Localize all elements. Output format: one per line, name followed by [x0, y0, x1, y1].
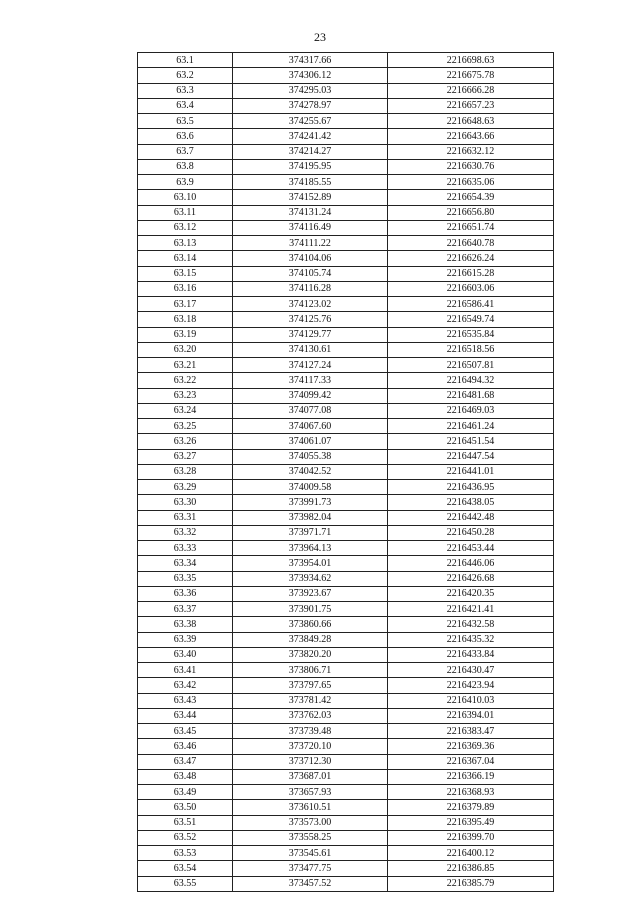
point-id-cell: 63.2	[138, 68, 233, 83]
table-row	[138, 297, 554, 312]
y-coordinate-cell: 2216469.03	[388, 403, 554, 418]
table-row	[138, 617, 554, 632]
point-id-cell: 63.15	[138, 266, 233, 281]
point-id-cell: 63.8	[138, 159, 233, 174]
x-coordinate-cell: 374067.60	[233, 419, 388, 434]
table-row	[138, 800, 554, 815]
y-coordinate-cell: 2216379.89	[388, 800, 554, 815]
point-id-cell: 63.5	[138, 114, 233, 129]
table-row	[138, 98, 554, 113]
y-coordinate-cell: 2216657.23	[388, 98, 554, 113]
table-row	[138, 846, 554, 861]
x-coordinate-cell: 373558.25	[233, 830, 388, 845]
x-coordinate-cell: 373477.75	[233, 861, 388, 876]
point-id-cell: 63.16	[138, 281, 233, 296]
x-coordinate-cell: 374127.24	[233, 358, 388, 373]
point-id-cell: 63.12	[138, 220, 233, 235]
table-row	[138, 876, 554, 891]
table-row	[138, 632, 554, 647]
table-row	[138, 388, 554, 403]
x-coordinate-cell: 374130.61	[233, 342, 388, 357]
table-row	[138, 83, 554, 98]
y-coordinate-cell: 2216630.76	[388, 159, 554, 174]
y-coordinate-cell: 2216535.84	[388, 327, 554, 342]
table-row	[138, 739, 554, 754]
table-row	[138, 129, 554, 144]
y-coordinate-cell: 2216383.47	[388, 724, 554, 739]
x-coordinate-cell: 374306.12	[233, 68, 388, 83]
point-id-cell: 63.45	[138, 724, 233, 739]
coordinates-table	[137, 52, 554, 892]
y-coordinate-cell: 2216453.44	[388, 541, 554, 556]
x-coordinate-cell: 373954.01	[233, 556, 388, 571]
x-coordinate-cell: 374278.97	[233, 98, 388, 113]
y-coordinate-cell: 2216586.41	[388, 297, 554, 312]
point-id-cell: 63.9	[138, 175, 233, 190]
point-id-cell: 63.29	[138, 480, 233, 495]
x-coordinate-cell: 373545.61	[233, 846, 388, 861]
y-coordinate-cell: 2216675.78	[388, 68, 554, 83]
point-id-cell: 63.43	[138, 693, 233, 708]
y-coordinate-cell: 2216447.54	[388, 449, 554, 464]
point-id-cell: 63.41	[138, 663, 233, 678]
table-row	[138, 571, 554, 586]
y-coordinate-cell: 2216368.93	[388, 785, 554, 800]
point-id-cell: 63.28	[138, 464, 233, 479]
table-row	[138, 480, 554, 495]
y-coordinate-cell: 2216395.49	[388, 815, 554, 830]
table-row	[138, 281, 554, 296]
point-id-cell: 63.4	[138, 98, 233, 113]
y-coordinate-cell: 2216436.95	[388, 480, 554, 495]
table-row	[138, 861, 554, 876]
table-row	[138, 724, 554, 739]
x-coordinate-cell: 373991.73	[233, 495, 388, 510]
y-coordinate-cell: 2216433.84	[388, 647, 554, 662]
point-id-cell: 63.6	[138, 129, 233, 144]
point-id-cell: 63.52	[138, 830, 233, 845]
table-row	[138, 708, 554, 723]
x-coordinate-cell: 374061.07	[233, 434, 388, 449]
y-coordinate-cell: 2216367.04	[388, 754, 554, 769]
y-coordinate-cell: 2216399.70	[388, 830, 554, 845]
y-coordinate-cell: 2216435.32	[388, 632, 554, 647]
x-coordinate-cell: 373923.67	[233, 586, 388, 601]
y-coordinate-cell: 2216366.19	[388, 769, 554, 784]
point-id-cell: 63.7	[138, 144, 233, 159]
table-row	[138, 266, 554, 281]
table-row	[138, 754, 554, 769]
table-row	[138, 663, 554, 678]
point-id-cell: 63.55	[138, 876, 233, 891]
point-id-cell: 63.17	[138, 297, 233, 312]
x-coordinate-cell: 373657.93	[233, 785, 388, 800]
x-coordinate-cell: 374009.58	[233, 480, 388, 495]
table-row	[138, 312, 554, 327]
x-coordinate-cell: 373934.62	[233, 571, 388, 586]
table-row	[138, 678, 554, 693]
x-coordinate-cell: 373610.51	[233, 800, 388, 815]
y-coordinate-cell: 2216654.39	[388, 190, 554, 205]
table-row	[138, 251, 554, 266]
point-id-cell: 63.33	[138, 541, 233, 556]
table-row	[138, 830, 554, 845]
x-coordinate-cell: 373849.28	[233, 632, 388, 647]
y-coordinate-cell: 2216369.36	[388, 739, 554, 754]
x-coordinate-cell: 373971.71	[233, 525, 388, 540]
table-row	[138, 68, 554, 83]
y-coordinate-cell: 2216385.79	[388, 876, 554, 891]
y-coordinate-cell: 2216461.24	[388, 419, 554, 434]
x-coordinate-cell: 374116.49	[233, 220, 388, 235]
table-row	[138, 327, 554, 342]
x-coordinate-cell: 373720.10	[233, 739, 388, 754]
point-id-cell: 63.36	[138, 586, 233, 601]
x-coordinate-cell: 373806.71	[233, 663, 388, 678]
table-row	[138, 205, 554, 220]
y-coordinate-cell: 2216420.35	[388, 586, 554, 601]
x-coordinate-cell: 374295.03	[233, 83, 388, 98]
y-coordinate-cell: 2216494.32	[388, 373, 554, 388]
table-row	[138, 144, 554, 159]
point-id-cell: 63.35	[138, 571, 233, 586]
point-id-cell: 63.49	[138, 785, 233, 800]
table-row	[138, 785, 554, 800]
table-row	[138, 541, 554, 556]
point-id-cell: 63.22	[138, 373, 233, 388]
table-row	[138, 647, 554, 662]
point-id-cell: 63.24	[138, 403, 233, 418]
y-coordinate-cell: 2216421.41	[388, 602, 554, 617]
x-coordinate-cell: 374077.08	[233, 403, 388, 418]
x-coordinate-cell: 373573.00	[233, 815, 388, 830]
point-id-cell: 63.48	[138, 769, 233, 784]
y-coordinate-cell: 2216450.28	[388, 525, 554, 540]
x-coordinate-cell: 374117.33	[233, 373, 388, 388]
y-coordinate-cell: 2216648.63	[388, 114, 554, 129]
point-id-cell: 63.40	[138, 647, 233, 662]
x-coordinate-cell: 373964.13	[233, 541, 388, 556]
x-coordinate-cell: 373797.65	[233, 678, 388, 693]
table-row	[138, 602, 554, 617]
point-id-cell: 63.31	[138, 510, 233, 525]
y-coordinate-cell: 2216640.78	[388, 236, 554, 251]
table-row	[138, 159, 554, 174]
x-coordinate-cell: 374129.77	[233, 327, 388, 342]
x-coordinate-cell: 373860.66	[233, 617, 388, 632]
point-id-cell: 63.23	[138, 388, 233, 403]
point-id-cell: 63.42	[138, 678, 233, 693]
y-coordinate-cell: 2216507.81	[388, 358, 554, 373]
x-coordinate-cell: 374214.27	[233, 144, 388, 159]
x-coordinate-cell: 373781.42	[233, 693, 388, 708]
y-coordinate-cell: 2216430.47	[388, 663, 554, 678]
point-id-cell: 63.14	[138, 251, 233, 266]
x-coordinate-cell: 374241.42	[233, 129, 388, 144]
table-row	[138, 464, 554, 479]
x-coordinate-cell: 374116.28	[233, 281, 388, 296]
y-coordinate-cell: 2216386.85	[388, 861, 554, 876]
table-row	[138, 220, 554, 235]
point-id-cell: 63.30	[138, 495, 233, 510]
x-coordinate-cell: 374131.24	[233, 205, 388, 220]
point-id-cell: 63.44	[138, 708, 233, 723]
y-coordinate-cell: 2216441.01	[388, 464, 554, 479]
point-id-cell: 63.26	[138, 434, 233, 449]
y-coordinate-cell: 2216481.68	[388, 388, 554, 403]
x-coordinate-cell: 373820.20	[233, 647, 388, 662]
x-coordinate-cell: 374104.06	[233, 251, 388, 266]
y-coordinate-cell: 2216400.12	[388, 846, 554, 861]
table-row	[138, 449, 554, 464]
y-coordinate-cell: 2216651.74	[388, 220, 554, 235]
x-coordinate-cell: 374105.74	[233, 266, 388, 281]
point-id-cell: 63.51	[138, 815, 233, 830]
y-coordinate-cell: 2216432.58	[388, 617, 554, 632]
point-id-cell: 63.3	[138, 83, 233, 98]
table-row	[138, 556, 554, 571]
table-row	[138, 419, 554, 434]
table-row	[138, 495, 554, 510]
x-coordinate-cell: 373982.04	[233, 510, 388, 525]
y-coordinate-cell: 2216426.68	[388, 571, 554, 586]
x-coordinate-cell: 374317.66	[233, 53, 388, 68]
x-coordinate-cell: 373762.03	[233, 708, 388, 723]
point-id-cell: 63.46	[138, 739, 233, 754]
table-row	[138, 815, 554, 830]
point-id-cell: 63.13	[138, 236, 233, 251]
y-coordinate-cell: 2216423.94	[388, 678, 554, 693]
table-row	[138, 403, 554, 418]
table-row	[138, 236, 554, 251]
point-id-cell: 63.50	[138, 800, 233, 815]
point-id-cell: 63.10	[138, 190, 233, 205]
y-coordinate-cell: 2216518.56	[388, 342, 554, 357]
point-id-cell: 63.11	[138, 205, 233, 220]
table-row	[138, 373, 554, 388]
page-number: 23	[314, 30, 326, 44]
table-row	[138, 342, 554, 357]
y-coordinate-cell: 2216410.03	[388, 693, 554, 708]
y-coordinate-cell: 2216643.66	[388, 129, 554, 144]
y-coordinate-cell: 2216615.28	[388, 266, 554, 281]
point-id-cell: 63.21	[138, 358, 233, 373]
x-coordinate-cell: 374042.52	[233, 464, 388, 479]
coordinates-table-body	[138, 53, 554, 892]
x-coordinate-cell: 374099.42	[233, 388, 388, 403]
table-row	[138, 53, 554, 68]
x-coordinate-cell: 374123.02	[233, 297, 388, 312]
x-coordinate-cell: 373901.75	[233, 602, 388, 617]
point-id-cell: 63.54	[138, 861, 233, 876]
y-coordinate-cell: 2216603.06	[388, 281, 554, 296]
x-coordinate-cell: 374185.55	[233, 175, 388, 190]
table-row	[138, 586, 554, 601]
table-row	[138, 510, 554, 525]
point-id-cell: 63.27	[138, 449, 233, 464]
y-coordinate-cell: 2216438.05	[388, 495, 554, 510]
point-id-cell: 63.53	[138, 846, 233, 861]
x-coordinate-cell: 374255.67	[233, 114, 388, 129]
x-coordinate-cell: 373712.30	[233, 754, 388, 769]
point-id-cell: 63.34	[138, 556, 233, 571]
y-coordinate-cell: 2216549.74	[388, 312, 554, 327]
table-row	[138, 114, 554, 129]
point-id-cell: 63.1	[138, 53, 233, 68]
x-coordinate-cell: 374055.38	[233, 449, 388, 464]
point-id-cell: 63.19	[138, 327, 233, 342]
y-coordinate-cell: 2216626.24	[388, 251, 554, 266]
table-row	[138, 525, 554, 540]
x-coordinate-cell: 374125.76	[233, 312, 388, 327]
y-coordinate-cell: 2216442.48	[388, 510, 554, 525]
table-row	[138, 769, 554, 784]
y-coordinate-cell: 2216451.54	[388, 434, 554, 449]
point-id-cell: 63.38	[138, 617, 233, 632]
x-coordinate-cell: 374195.95	[233, 159, 388, 174]
point-id-cell: 63.20	[138, 342, 233, 357]
y-coordinate-cell: 2216446.06	[388, 556, 554, 571]
table-row	[138, 190, 554, 205]
y-coordinate-cell: 2216666.28	[388, 83, 554, 98]
table-row	[138, 358, 554, 373]
point-id-cell: 63.25	[138, 419, 233, 434]
x-coordinate-cell: 373739.48	[233, 724, 388, 739]
x-coordinate-cell: 373687.01	[233, 769, 388, 784]
point-id-cell: 63.32	[138, 525, 233, 540]
y-coordinate-cell: 2216394.01	[388, 708, 554, 723]
x-coordinate-cell: 374152.89	[233, 190, 388, 205]
y-coordinate-cell: 2216632.12	[388, 144, 554, 159]
table-row	[138, 434, 554, 449]
y-coordinate-cell: 2216656.80	[388, 205, 554, 220]
table-row	[138, 693, 554, 708]
x-coordinate-cell: 374111.22	[233, 236, 388, 251]
table-row	[138, 175, 554, 190]
y-coordinate-cell: 2216635.06	[388, 175, 554, 190]
point-id-cell: 63.39	[138, 632, 233, 647]
x-coordinate-cell: 373457.52	[233, 876, 388, 891]
point-id-cell: 63.18	[138, 312, 233, 327]
point-id-cell: 63.37	[138, 602, 233, 617]
y-coordinate-cell: 2216698.63	[388, 53, 554, 68]
point-id-cell: 63.47	[138, 754, 233, 769]
